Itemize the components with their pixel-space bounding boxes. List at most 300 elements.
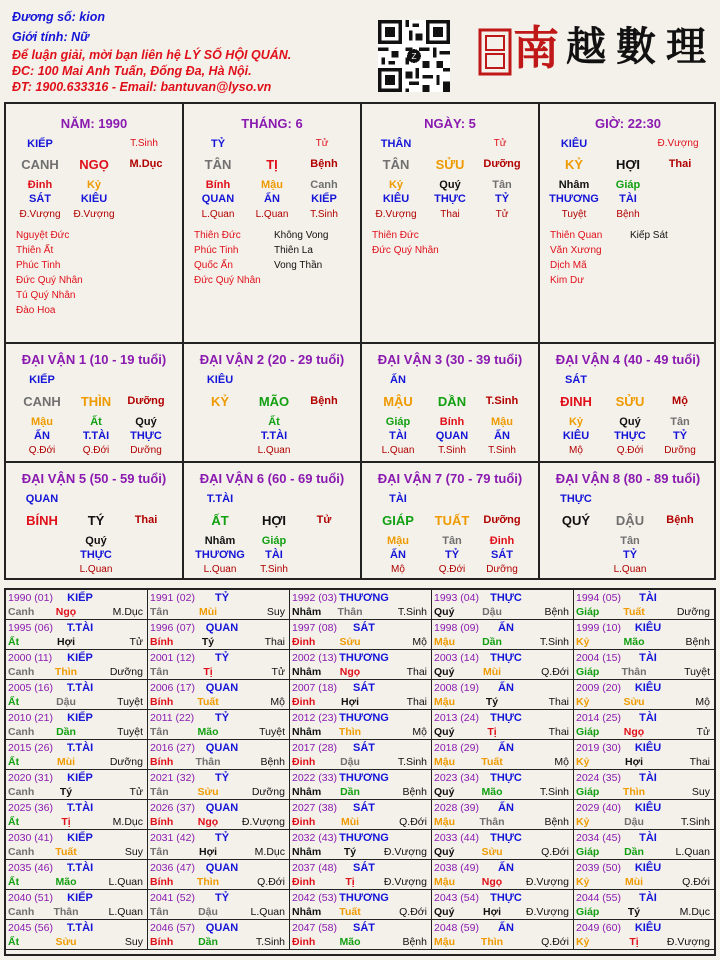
year-label: 2009 (20) xyxy=(576,682,621,694)
year-stage: Dưỡng xyxy=(251,786,285,798)
year-stage: Q.Đới xyxy=(257,876,285,888)
year-cell[interactable] xyxy=(432,710,574,740)
hidden-stem: Nhâm xyxy=(204,535,236,547)
hidden-stage: L.Quan xyxy=(613,564,647,575)
year-label: 1993 (04) xyxy=(434,592,479,604)
year-stem: Canh xyxy=(8,786,35,798)
dai-van-ten-god: KIẾP xyxy=(29,374,55,386)
year-label: 2039 (50) xyxy=(576,862,621,874)
year-label: 2045 (56) xyxy=(8,922,53,934)
year-ten-god: QUAN xyxy=(205,862,239,874)
year-label: 2046 (57) xyxy=(150,922,195,934)
hidden-stage: L.Quan xyxy=(255,209,289,220)
year-cell[interactable] xyxy=(6,740,148,770)
phone-email[interactable]: ĐT: 1900.633316 - Email: bantuvan@lyso.vn xyxy=(12,80,272,94)
year-label: 2022 (33) xyxy=(292,772,337,784)
year-ten-god: THỰC xyxy=(490,772,522,784)
year-cell[interactable] xyxy=(6,620,148,650)
year-cell[interactable] xyxy=(432,620,574,650)
year-stem: Quý xyxy=(434,786,455,798)
year-cell[interactable] xyxy=(148,620,290,650)
year-label: 2008 (19) xyxy=(434,682,479,694)
dai-van-stem: QUÝ xyxy=(561,513,591,528)
year-ten-god: SÁT xyxy=(353,622,375,634)
year-stem: Tân xyxy=(150,666,169,678)
year-cell[interactable] xyxy=(290,860,432,890)
pillar-title: THÁNG: 6 xyxy=(241,116,303,131)
year-branch: Mùi xyxy=(624,876,644,888)
year-label: 1991 (02) xyxy=(150,592,195,604)
year-stem: Bính xyxy=(150,756,174,768)
year-label: 2017 (28) xyxy=(292,742,337,754)
year-stage: Đ.Vượng xyxy=(525,906,569,918)
year-label: 2021 (32) xyxy=(150,772,195,784)
star-good: Đào Hoa xyxy=(16,305,56,316)
dai-van-title: ĐẠI VẬN 7 (70 - 79 tuổi) xyxy=(377,471,523,486)
year-cell[interactable] xyxy=(6,710,148,740)
year-cell[interactable] xyxy=(148,680,290,710)
year-cell[interactable] xyxy=(290,650,432,680)
hidden-stem: Đinh xyxy=(27,179,53,191)
dai-van-ten-god: QUAN xyxy=(25,493,59,505)
year-ten-god: ẤN xyxy=(498,922,514,934)
year-cell[interactable] xyxy=(290,800,432,830)
year-branch: Mão xyxy=(481,786,503,798)
year-cell[interactable] xyxy=(574,680,714,710)
dai-van-ten-god: ẤN xyxy=(390,374,406,386)
dai-van-2 xyxy=(184,344,361,462)
year-branch: Hợi xyxy=(625,756,643,768)
pillar-ten-god: TỶ xyxy=(210,138,226,150)
year-stem: Mậu xyxy=(434,756,455,768)
year-branch: Hợi xyxy=(57,636,75,648)
year-branch: Tị xyxy=(61,816,71,828)
year-label: 2016 (27) xyxy=(150,742,195,754)
hidden-stage: Mộ xyxy=(391,564,405,575)
hidden-stem: Mậu xyxy=(261,179,283,191)
year-cell[interactable] xyxy=(6,650,148,680)
year-cell[interactable] xyxy=(574,620,714,650)
hidden-ten-god: SÁT xyxy=(29,193,51,205)
star-good: Kim Dư xyxy=(550,275,584,286)
pillar-ten-god: KIÊU xyxy=(560,138,588,150)
year-cell[interactable] xyxy=(574,770,714,800)
year-stem: Bính xyxy=(150,876,174,888)
year-ten-god: TỶ xyxy=(214,712,230,724)
dai-van-stage: T.Sinh xyxy=(485,395,519,407)
year-label: 1998 (09) xyxy=(434,622,479,634)
dai-van-6 xyxy=(184,463,361,581)
year-cell[interactable] xyxy=(148,800,290,830)
hidden-stage: T.Sinh xyxy=(310,209,338,220)
hidden-stage: Q.Đới xyxy=(616,445,644,456)
year-branch: Ngọ xyxy=(623,726,645,738)
hidden-ten-god: T.TÀI xyxy=(260,430,288,442)
year-stem: Ất xyxy=(8,816,20,828)
hidden-ten-god: ẤN xyxy=(264,193,280,205)
pillar-title: GIỜ: 22:30 xyxy=(594,116,662,131)
year-stage: Mộ xyxy=(270,696,285,708)
year-stage: M.Dục xyxy=(112,816,143,828)
year-branch: Tý xyxy=(627,906,641,918)
year-stem: Đinh xyxy=(292,636,316,648)
year-stem: Giáp xyxy=(576,606,600,618)
year-branch: Sửu xyxy=(339,636,361,648)
svg-text:Z: Z xyxy=(411,52,417,62)
year-stem: Ất xyxy=(8,756,20,768)
hidden-ten-god: THƯƠNG xyxy=(195,549,245,561)
year-ten-god: THỰC xyxy=(490,892,522,904)
year-cell[interactable] xyxy=(290,680,432,710)
year-cell[interactable] xyxy=(290,920,432,950)
year-cell[interactable] xyxy=(574,800,714,830)
year-stem: Đinh xyxy=(292,696,316,708)
year-cell[interactable] xyxy=(290,770,432,800)
year-branch: Thìn xyxy=(338,726,362,738)
dai-van-ten-god: TÀI xyxy=(389,493,407,505)
year-stage: L.Quan xyxy=(108,906,143,918)
year-cell[interactable] xyxy=(432,590,574,620)
year-label: 2005 (16) xyxy=(8,682,53,694)
pillar-1 xyxy=(6,104,183,342)
dai-van-7 xyxy=(362,463,539,581)
hidden-ten-god: KIÊU xyxy=(80,193,108,205)
hidden-ten-god: TÀI xyxy=(389,430,407,442)
year-ten-god: SÁT xyxy=(353,742,375,754)
dai-van-8 xyxy=(540,463,717,581)
hidden-stem: Tân xyxy=(492,179,512,191)
year-stage: Thai xyxy=(406,696,427,708)
year-ten-god: SÁT xyxy=(353,862,375,874)
star-bad: Kiếp Sát xyxy=(630,230,668,241)
hidden-ten-god: KIÊU xyxy=(382,193,410,205)
year-branch: Ngọ xyxy=(197,816,219,828)
hidden-stage: Đ.Vượng xyxy=(375,209,417,220)
year-stem: Kỷ xyxy=(576,756,590,768)
hidden-stem: Kỷ xyxy=(86,179,102,191)
year-label: 2003 (14) xyxy=(434,652,479,664)
year-cell[interactable] xyxy=(574,920,714,950)
star-good: Văn Xương xyxy=(550,245,602,256)
chart-grid xyxy=(4,102,716,580)
svg-text:數: 數 xyxy=(616,23,656,70)
year-cell[interactable] xyxy=(148,890,290,920)
star-good: Dịch Mã xyxy=(550,260,587,271)
year-cell[interactable] xyxy=(148,710,290,740)
dai-van-branch: MÃO xyxy=(258,394,290,409)
year-cell[interactable] xyxy=(290,620,432,650)
hidden-stem: Giáp xyxy=(261,535,287,547)
year-branch: Thân xyxy=(195,756,221,768)
year-cell[interactable] xyxy=(432,830,574,860)
year-label: 2026 (37) xyxy=(150,802,195,814)
year-ten-god: KIẾP xyxy=(67,892,93,904)
pillar-branch-stage: Thai xyxy=(668,158,692,170)
year-stage: Q.Đới xyxy=(682,876,710,888)
year-stage: Đ.Vượng xyxy=(666,936,710,948)
year-stem: Nhâm xyxy=(292,786,322,798)
year-cell[interactable] xyxy=(290,710,432,740)
year-cell[interactable] xyxy=(574,590,714,620)
year-label: 2012 (23) xyxy=(292,712,337,724)
year-cell[interactable] xyxy=(290,830,432,860)
year-cell[interactable] xyxy=(432,680,574,710)
year-label: 2047 (58) xyxy=(292,922,337,934)
year-stage: T.Sinh xyxy=(680,816,710,828)
year-cell[interactable] xyxy=(432,890,574,920)
hidden-stage: Thai xyxy=(440,209,460,220)
year-ten-god: TỶ xyxy=(214,652,230,664)
year-stem: Tân xyxy=(150,606,169,618)
dai-van-stem: KỶ xyxy=(210,394,230,409)
year-branch: Thìn xyxy=(480,936,504,948)
year-branch: Tý xyxy=(201,636,215,648)
svg-text:越: 越 xyxy=(566,23,606,70)
year-branch: Hợi xyxy=(341,696,359,708)
qr-code-icon[interactable] xyxy=(378,20,450,92)
year-cell[interactable] xyxy=(574,830,714,860)
dai-van-branch: DẬU xyxy=(615,513,645,528)
year-cell[interactable] xyxy=(432,860,574,890)
year-cell[interactable] xyxy=(574,710,714,740)
year-stem: Mậu xyxy=(434,936,455,948)
hidden-stem: Quý xyxy=(85,535,107,547)
year-branch: Mùi xyxy=(56,756,76,768)
pillar-4 xyxy=(540,104,717,342)
year-cell[interactable] xyxy=(148,590,290,620)
year-cell[interactable] xyxy=(148,830,290,860)
hidden-stem: Kỷ xyxy=(568,416,584,428)
year-ten-god: T.TÀI xyxy=(66,622,94,634)
year-stage: Tuyệt xyxy=(117,726,143,738)
hidden-stage: Dưỡng xyxy=(664,445,696,456)
hidden-stage: Dưỡng xyxy=(486,564,518,575)
hidden-ten-god: THỰC xyxy=(614,430,646,442)
year-stem: Quý xyxy=(434,726,455,738)
year-stem: Mậu xyxy=(434,876,455,888)
year-stage: Thai xyxy=(264,636,285,648)
year-stem: Canh xyxy=(8,606,35,618)
year-stem: Giáp xyxy=(576,846,600,858)
hidden-stem: Canh xyxy=(310,179,338,191)
year-stem: Giáp xyxy=(576,786,600,798)
year-ten-god: TÀI xyxy=(639,652,657,664)
hidden-ten-god: THỰC xyxy=(434,193,466,205)
year-cell[interactable] xyxy=(148,740,290,770)
year-label: 2042 (53) xyxy=(292,892,337,904)
hidden-stem: Tân xyxy=(442,535,462,547)
year-cell[interactable] xyxy=(6,800,148,830)
year-label: 2001 (12) xyxy=(150,652,195,664)
year-cell[interactable] xyxy=(432,800,574,830)
year-ten-god: KIÊU xyxy=(634,682,662,694)
pillar-branch: TỊ xyxy=(266,157,278,172)
hidden-ten-god: ẤN xyxy=(34,430,50,442)
year-stem: Nhâm xyxy=(292,906,322,918)
year-stage: T.Sinh xyxy=(539,786,569,798)
year-cell[interactable] xyxy=(148,770,290,800)
year-stem: Nhâm xyxy=(292,666,322,678)
star-good: Thiên Quan xyxy=(550,230,603,241)
year-branch: Dần xyxy=(198,936,218,948)
year-ten-god: T.TÀI xyxy=(66,922,94,934)
year-branch: Hợi xyxy=(199,846,217,858)
year-stem: Quý xyxy=(434,666,455,678)
year-ten-god: TỶ xyxy=(214,832,230,844)
year-cell[interactable] xyxy=(574,650,714,680)
hidden-ten-god: ẤN xyxy=(390,549,406,561)
year-stage: Thai xyxy=(548,696,569,708)
year-stem: Ất xyxy=(8,636,20,648)
pillar-stem: TÂN xyxy=(204,157,232,172)
year-cell[interactable] xyxy=(432,770,574,800)
hidden-ten-god: ẤN xyxy=(494,430,510,442)
hidden-stage: L.Quan xyxy=(203,564,237,575)
star-good: Phúc Tinh xyxy=(194,245,239,256)
year-label: 2004 (15) xyxy=(576,652,621,664)
year-ten-god: THƯƠNG xyxy=(339,832,389,844)
star-good: Phúc Tinh xyxy=(16,260,61,271)
hidden-ten-god: KIẾP xyxy=(311,193,337,205)
year-ten-god: ẤN xyxy=(498,862,514,874)
year-cell[interactable] xyxy=(6,920,148,950)
year-branch: Tuất xyxy=(481,756,503,768)
year-cell[interactable] xyxy=(148,650,290,680)
hidden-stage: Q.Đới xyxy=(82,445,110,456)
year-ten-god: TỶ xyxy=(214,772,230,784)
year-ten-god: T.TÀI xyxy=(66,682,94,694)
gender: Giới tính: Nữ xyxy=(12,30,90,44)
year-cell[interactable] xyxy=(432,920,574,950)
year-cell[interactable] xyxy=(148,860,290,890)
year-cell[interactable] xyxy=(6,890,148,920)
year-stem: Kỷ xyxy=(576,816,590,828)
pillar-stem: KỶ xyxy=(564,157,584,172)
pillar-ten-god: THÂN xyxy=(380,138,412,150)
year-label: 2013 (24) xyxy=(434,712,479,724)
pillar-branch-stage: M.Dục xyxy=(129,158,163,170)
year-branch: Dậu xyxy=(198,906,218,918)
hidden-ten-god: THỰC xyxy=(130,430,162,442)
pillar-stem: TÂN xyxy=(382,157,410,172)
year-label: 1995 (06) xyxy=(8,622,53,634)
year-cell[interactable] xyxy=(6,590,148,620)
hidden-ten-god: TỶ xyxy=(494,193,510,205)
year-stage: T.Sinh xyxy=(539,636,569,648)
year-stage: Q.Đới xyxy=(399,906,427,918)
year-branch: Sửu xyxy=(55,936,77,948)
year-label: 2014 (25) xyxy=(576,712,621,724)
year-cell[interactable] xyxy=(574,890,714,920)
hidden-stem: Bính xyxy=(205,179,231,191)
star-bad: Không Vong xyxy=(274,230,329,241)
year-cell[interactable] xyxy=(6,860,148,890)
year-ten-god: T.TÀI xyxy=(66,802,94,814)
year-label: 2025 (36) xyxy=(8,802,53,814)
hidden-ten-god: TÀI xyxy=(265,549,283,561)
year-label: 2011 (22) xyxy=(150,712,195,724)
year-label: 2000 (11) xyxy=(8,652,53,664)
year-cell[interactable] xyxy=(432,740,574,770)
year-label: 2043 (54) xyxy=(434,892,479,904)
hidden-stem: Bính xyxy=(439,416,465,428)
pillar-title: NGÀY: 5 xyxy=(424,116,476,131)
dai-van-title: ĐẠI VẬN 4 (40 - 49 tuổi) xyxy=(555,352,701,367)
year-ten-god: THƯƠNG xyxy=(339,652,389,664)
year-ten-god: TÀI xyxy=(639,772,657,784)
year-label: 1990 (01) xyxy=(8,592,53,604)
dai-van-title: ĐẠI VẬN 1 (10 - 19 tuổi) xyxy=(21,352,167,367)
year-branch: Thìn xyxy=(54,666,78,678)
dai-van-stem: BÍNH xyxy=(26,513,58,528)
year-label: 2023 (34) xyxy=(434,772,479,784)
year-branch: Thân xyxy=(53,906,79,918)
year-cell[interactable] xyxy=(6,770,148,800)
year-ten-god: ẤN xyxy=(498,682,514,694)
year-branch: Dậu xyxy=(340,756,360,768)
year-cell[interactable] xyxy=(290,590,432,620)
year-branch: Sửu xyxy=(197,786,219,798)
dai-van-branch: DẦN xyxy=(437,394,467,409)
year-ten-god: THƯƠNG xyxy=(339,772,389,784)
year-cell[interactable] xyxy=(148,920,290,950)
year-stem: Canh xyxy=(8,906,35,918)
year-cell[interactable] xyxy=(6,680,148,710)
year-stage: Dưỡng xyxy=(109,756,143,768)
year-stage: Bệnh xyxy=(260,756,285,768)
year-cell[interactable] xyxy=(574,860,714,890)
dai-van-branch: TUẤT xyxy=(434,513,470,528)
dai-van-title: ĐẠI VẬN 3 (30 - 39 tuổi) xyxy=(377,352,523,367)
year-branch: Thân xyxy=(337,606,363,618)
year-ten-god: THỰC xyxy=(490,832,522,844)
hidden-ten-god: THƯƠNG xyxy=(549,193,599,205)
year-cell[interactable] xyxy=(290,740,432,770)
hidden-stem: Giáp xyxy=(385,416,411,428)
logo xyxy=(478,10,710,82)
dai-van-stage: Dưỡng xyxy=(127,395,165,407)
year-stage: Q.Đới xyxy=(541,936,569,948)
year-stem: Kỷ xyxy=(576,696,590,708)
contact-prompt: Để luận giải, mời bạn liên hệ LÝ SỐ HỘI QUÁN. xyxy=(12,48,292,62)
year-ten-god: THƯƠNG xyxy=(339,892,389,904)
year-cell[interactable] xyxy=(6,830,148,860)
year-stage: Q.Đới xyxy=(399,816,427,828)
year-stem: Tân xyxy=(150,906,169,918)
year-ten-god: QUAN xyxy=(205,742,239,754)
year-stem: Tân xyxy=(150,846,169,858)
year-cell[interactable] xyxy=(574,740,714,770)
year-stem: Bính xyxy=(150,816,174,828)
year-stage: Đ.Vượng xyxy=(241,816,285,828)
year-cell[interactable] xyxy=(290,890,432,920)
hidden-stage: L.Quan xyxy=(257,445,291,456)
year-label: 2006 (17) xyxy=(150,682,195,694)
pillar-branch: SỬU xyxy=(435,157,465,172)
year-ten-god: KIÊU xyxy=(634,922,662,934)
year-cell[interactable] xyxy=(432,650,574,680)
year-ten-god: KIẾP xyxy=(67,592,93,604)
year-stem: Mậu xyxy=(434,816,455,828)
year-branch: Tý xyxy=(485,696,499,708)
hidden-stem: Ất xyxy=(268,416,280,428)
hidden-stage: Mộ xyxy=(569,445,583,456)
year-stage: Tử xyxy=(129,786,143,798)
year-label: 2019 (30) xyxy=(576,742,621,754)
year-stage: Tử xyxy=(696,726,710,738)
year-ten-god: KIẾP xyxy=(67,772,93,784)
year-branch: Mão xyxy=(623,636,645,648)
